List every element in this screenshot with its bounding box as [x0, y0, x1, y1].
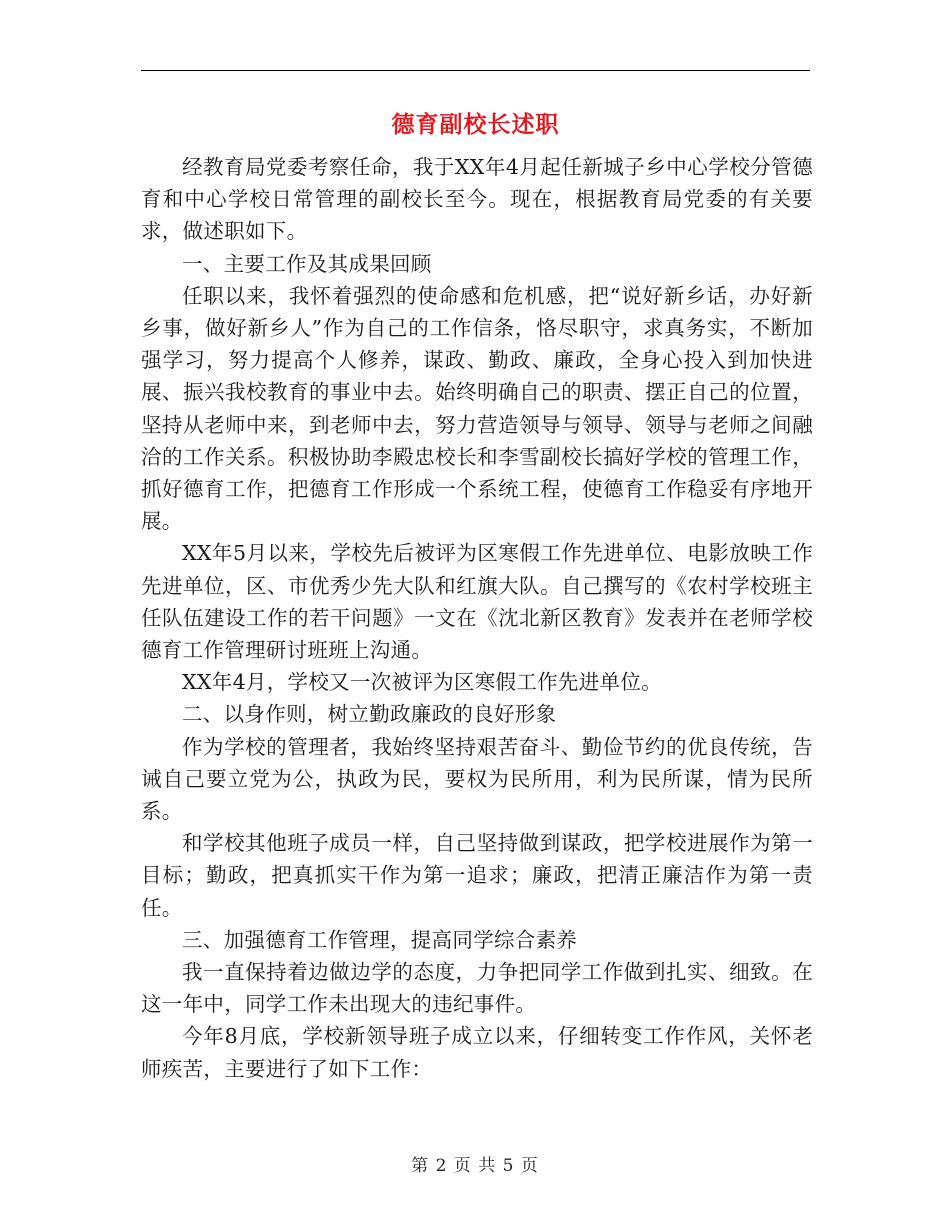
paragraph-achievements: XX年5月以来，学校先后被评为区寒假工作先进单位、电影放映工作先进单位，区、市优秀少先大队和红旗大队。自己撰写的《农村学校班主任队伍建设工作的若干问题》一文在《沈北新区教育》发表并在老师学校德育工作管理研讨班班上沟通。	[141, 541, 813, 663]
page-number: 第 2 页 共 5 页	[411, 1156, 539, 1176]
header-rule	[141, 70, 810, 71]
section-heading-1: 一、主要工作及其成果回顾	[182, 251, 432, 276]
paragraph-integrity: 作为学校的管理者，我始终坚持艰苦奋斗、勤俭节约的优良传统，告诫自己要立党为公，执政为民，要权为民所用，利为民所谋，情为民所系。	[141, 734, 813, 824]
paragraph-intro: 经教育局党委考察任命，我于XX年4月起任新城子乡中心学校分管德育和中心学校日常管理的副校长至今。现在，根据教育局党委的有关要求，做述职如下。	[141, 155, 813, 244]
section-heading-2: 二、以身作则，树立勤政廉政的良好形象	[182, 702, 557, 727]
paragraph-section-1: 任职以来，我怀着强烈的使命感和危机感，把“说好新乡话，办好新乡事，做好新乡人”作为自己的工作信条，恪尽职守，求真务实，不断加强学习，努力提高个人修养，谋政、勤政、廉政，全身心投入到加快进展、振兴我校教育的事业中去。始终明确自己的职责、摆正自己的位置，坚持从老师中来，到老师中去，努力营造领导与领导、领导与老师之间融洽的工作关系。积极协助李殿忠校长和李雪副校长搞好学校的管理工作，抓好德育工作，把德育工作形成一个系统工程，使德育工作稳妥有序地开展。	[141, 283, 813, 534]
paragraph-award: XX年4月，学校又一次被评为区寒假工作先进单位。	[182, 670, 662, 695]
paragraph-students: 我一直保持着边做边学的态度，力争把同学工作做到扎实、细致。在这一年中，同学工作未出现大的违纪事件。	[141, 960, 813, 1017]
paragraph-new-leadership: 今年8月底，学校新领导班子成立以来，仔细转变工作作风，关怀老师疾苦，主要进行了如下工作：	[141, 1024, 813, 1081]
section-heading-3: 三、加强德育工作管理，提高同学综合素养	[182, 927, 578, 952]
paragraph-team: 和学校其他班子成员一样，自己坚持做到谋政，把学校进展作为第一目标；勤政，把真抓实干作为第一追求；廉政，把清正廉洁作为第一责任。	[141, 831, 813, 920]
document-body	[141, 151, 813, 1085]
document-title: 德育副校长述职	[391, 111, 560, 138]
